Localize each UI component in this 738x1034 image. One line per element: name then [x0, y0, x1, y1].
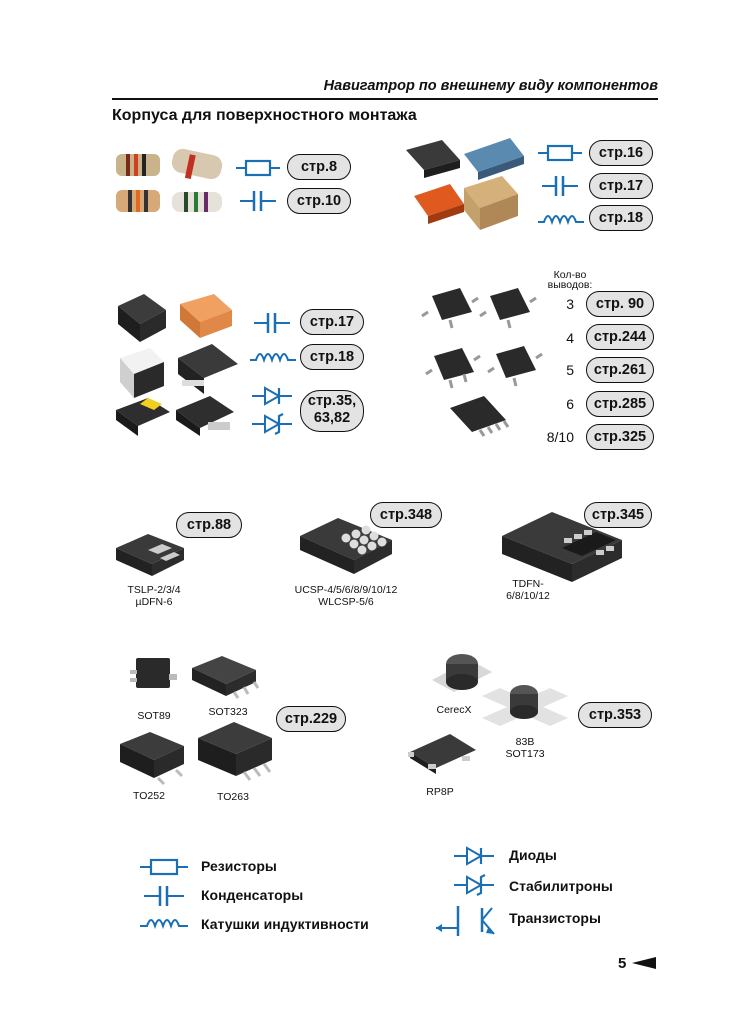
pin-count-label: 4: [566, 330, 574, 346]
pin-count-label: 6: [566, 396, 574, 412]
page-ref-badge: стр.8: [287, 154, 351, 180]
package-name-line: UCSP-4/5/6/8/9/10/12: [294, 584, 398, 596]
page-ref-badge: стр.244: [586, 324, 654, 350]
page-ref-badge: стр. 90: [586, 291, 654, 317]
capacitor-icon: [254, 311, 290, 335]
package-name: TO252: [133, 790, 165, 802]
zener-diode-icon: [252, 414, 292, 434]
inductor-icon: [250, 348, 296, 364]
page-ref-badge: стр.348: [370, 502, 442, 528]
page-ref-badge: стр.16: [589, 140, 653, 166]
83b-package-photo: [480, 682, 570, 732]
package-name-line: SOT173: [505, 748, 545, 760]
package-name: [492, 578, 564, 602]
tslp-package-photo: [114, 530, 186, 580]
page-ref-badge: стр.17: [589, 173, 653, 199]
package-name-line: 83B: [515, 736, 535, 748]
package-name-line: TDFN-: [512, 578, 544, 590]
page-ref-badge: стр.285: [586, 391, 654, 417]
sot89-package-photo: [128, 656, 180, 700]
pin-count-heading-line: Кол-во: [553, 269, 587, 281]
pin-count-label: 8/10: [546, 429, 574, 445]
capacitor-icon: [144, 884, 184, 908]
rp8p-package-photo: [406, 726, 478, 776]
page-ref-badge: [300, 390, 364, 432]
legend-label-capacitors: Конденсаторы: [201, 887, 304, 903]
running-header: Навигатрор по внешнему виду компонентов: [323, 78, 658, 94]
page-ref-badge: стр.17: [300, 309, 364, 335]
page-ref-line: стр.35,: [307, 393, 357, 409]
package-name-line: µDFN-6: [135, 596, 173, 608]
package-name: [114, 584, 194, 608]
section-title: Корпуса для поверхностного монтажа: [112, 107, 417, 124]
inductor-icon: [538, 210, 584, 226]
page-ref-badge: стр.325: [586, 424, 654, 450]
resistor-icon: [538, 143, 582, 163]
package-name: TO263: [217, 791, 249, 803]
pin-count-label: 5: [566, 362, 574, 378]
page-ref-badge: стр.345: [584, 502, 652, 528]
package-name: SOT323: [208, 706, 248, 718]
to252-package-photo: [118, 730, 190, 786]
package-name-line: WLCSP-5/6: [318, 596, 374, 608]
page-ref-badge: стр.353: [578, 702, 652, 728]
pin-count-heading-line: выводов:: [547, 279, 593, 291]
resistor-icon: [236, 158, 280, 178]
package-name: [500, 736, 550, 760]
legend-label-diodes: Диоды: [509, 847, 557, 863]
smd-resistor-photos: [114, 150, 224, 220]
package-name-line: TSLP-2/3/4: [127, 584, 181, 596]
page-number: 5: [618, 955, 627, 972]
page-ref-badge: стр.18: [300, 344, 364, 370]
transistor-icon: [436, 902, 500, 942]
sot323-package-photo: [190, 654, 262, 700]
capacitor-icon: [240, 189, 276, 213]
page-ref-badge: стр.88: [176, 512, 242, 538]
pin-count-label: 3: [566, 296, 574, 312]
sot-package-photos: [420, 282, 550, 442]
page-ref-badge: стр.18: [589, 205, 653, 231]
diode-icon: [252, 386, 292, 406]
zener-diode-icon: [454, 875, 494, 895]
package-name: [282, 584, 410, 608]
inductor-icon: [140, 914, 188, 930]
legend-label-inductors: Катушки индуктивности: [201, 916, 369, 932]
package-name: RP8P: [426, 786, 454, 798]
package-name-line: 6/8/10/12: [506, 590, 550, 602]
legend-label-transistors: Транзисторы: [509, 910, 601, 926]
header-rule: [112, 98, 658, 100]
package-name: SOT89: [137, 710, 171, 722]
legend-label-resistors: Резисторы: [201, 858, 277, 874]
arrow-left-icon: [632, 957, 656, 969]
legend-label-zeners: Стабилитроны: [509, 878, 613, 894]
capacitor-icon: [542, 174, 578, 198]
page-ref-badge: стр.261: [586, 357, 654, 383]
page-ref-badge: стр.10: [287, 188, 351, 214]
page-ref-badge: стр.229: [276, 706, 346, 732]
page-ref-line: 63,82: [313, 410, 351, 426]
molded-smd-photos: [114, 292, 244, 440]
chip-component-photos: [402, 136, 526, 234]
resistor-icon: [140, 857, 188, 877]
to263-package-photo: [196, 720, 276, 782]
diode-icon: [454, 846, 494, 866]
package-name: CerecX: [436, 704, 472, 716]
